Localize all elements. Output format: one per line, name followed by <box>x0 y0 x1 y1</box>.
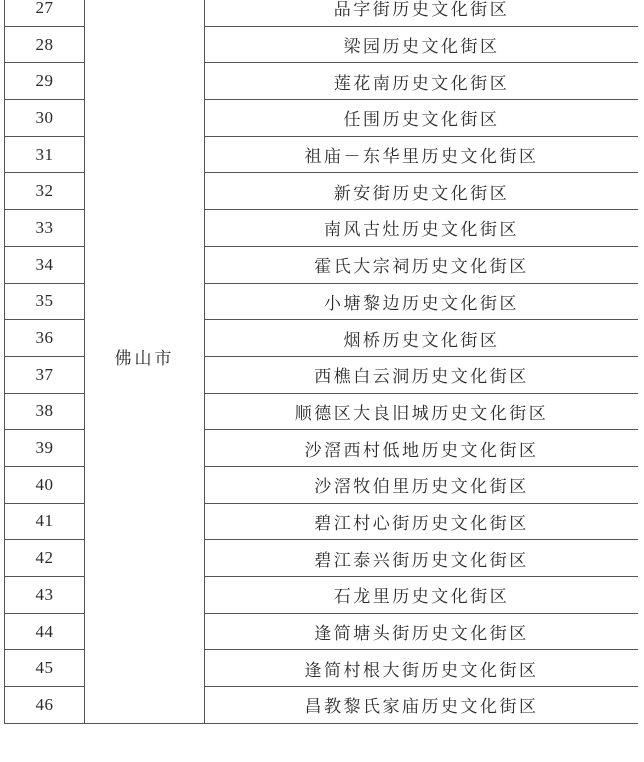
district-name: 烟桥历史文化街区 <box>205 320 639 357</box>
district-name: 昌教黎氏家庙历史文化街区 <box>205 687 639 724</box>
row-number: 35 <box>5 283 85 320</box>
district-name: 梁园历史文化街区 <box>205 26 639 63</box>
row-number: 28 <box>5 26 85 63</box>
row-number: 31 <box>5 136 85 173</box>
row-number: 43 <box>5 577 85 614</box>
row-number: 38 <box>5 393 85 430</box>
district-name: 石龙里历史文化街区 <box>205 577 639 614</box>
row-number: 27 <box>5 0 85 26</box>
row-number: 41 <box>5 503 85 540</box>
district-name: 霍氏大宗祠历史文化街区 <box>205 246 639 283</box>
district-name: 品字街历史文化街区 <box>205 0 639 26</box>
district-name: 碧江村心街历史文化街区 <box>205 503 639 540</box>
district-name: 任围历史文化街区 <box>205 100 639 137</box>
district-name: 顺德区大良旧城历史文化街区 <box>205 393 639 430</box>
row-number: 29 <box>5 63 85 100</box>
historic-districts-table <box>4 0 638 724</box>
district-name: 新安街历史文化街区 <box>205 173 639 210</box>
table-row <box>5 0 639 26</box>
district-name: 南风古灶历史文化街区 <box>205 210 639 247</box>
row-number: 34 <box>5 246 85 283</box>
district-name: 逢简村根大街历史文化街区 <box>205 650 639 687</box>
row-number: 36 <box>5 320 85 357</box>
row-number: 42 <box>5 540 85 577</box>
row-number: 46 <box>5 687 85 724</box>
district-name: 沙滘牧伯里历史文化街区 <box>205 466 639 503</box>
district-name: 逢简塘头街历史文化街区 <box>205 613 639 650</box>
row-number: 40 <box>5 466 85 503</box>
row-number: 33 <box>5 210 85 247</box>
row-number: 37 <box>5 356 85 393</box>
district-name: 碧江泰兴街历史文化街区 <box>205 540 639 577</box>
row-number: 45 <box>5 650 85 687</box>
district-name: 莲花南历史文化街区 <box>205 63 639 100</box>
district-name: 小塘黎边历史文化街区 <box>205 283 639 320</box>
table-body <box>5 0 639 723</box>
district-name: 祖庙－东华里历史文化街区 <box>205 136 639 173</box>
row-number: 30 <box>5 100 85 137</box>
row-number: 32 <box>5 173 85 210</box>
row-number: 44 <box>5 613 85 650</box>
city-cell: 佛山市 <box>85 0 205 723</box>
table-container <box>4 0 638 762</box>
row-number: 39 <box>5 430 85 467</box>
district-name: 西樵白云洞历史文化街区 <box>205 356 639 393</box>
district-name: 沙滘西村低地历史文化街区 <box>205 430 639 467</box>
